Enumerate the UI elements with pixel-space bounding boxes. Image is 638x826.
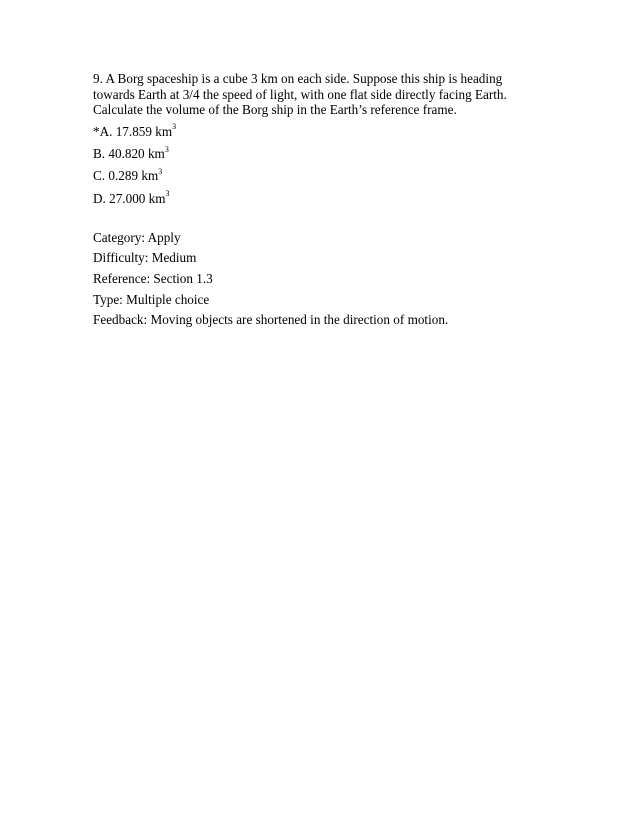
answer-option-b [93,146,543,162]
answer-option-a [93,124,543,140]
difficulty-line: Difficulty: Medium [93,250,197,266]
answer-option-c-exponent: 3 [158,166,163,176]
answer-option-a-text: *A. 17.859 km [93,123,173,139]
answer-option-d-text: D. 27.000 km [93,190,166,206]
answer-option-c-text: C. 0.289 km [93,168,159,184]
question-text: 9. A Borg spaceship is a cube 3 km on each side. Suppose this ship is heading towards Earth at 3/4 the speed of light, with one flat side directly facing Earth. Calculate the volume of the Borg ship in the Earth’s reference frame. [93,71,507,118]
answer-option-b-exponent: 3 [164,144,169,154]
reference-line: Reference: Section 1.3 [93,270,213,286]
answer-options [93,124,543,206]
answer-option-d [93,191,543,207]
answer-option-b-text: B. 40.820 km [93,146,165,162]
category-line: Category: Apply [93,229,181,245]
answer-option-d-exponent: 3 [165,189,170,199]
feedback-line: Feedback: Moving objects are shortened in the direction of motion. [93,312,449,328]
question-block [93,71,543,333]
answer-option-a-exponent: 3 [172,122,177,132]
type-line: Type: Multiple choice [93,291,210,307]
question-metadata [93,230,543,328]
answer-option-c [93,168,543,184]
